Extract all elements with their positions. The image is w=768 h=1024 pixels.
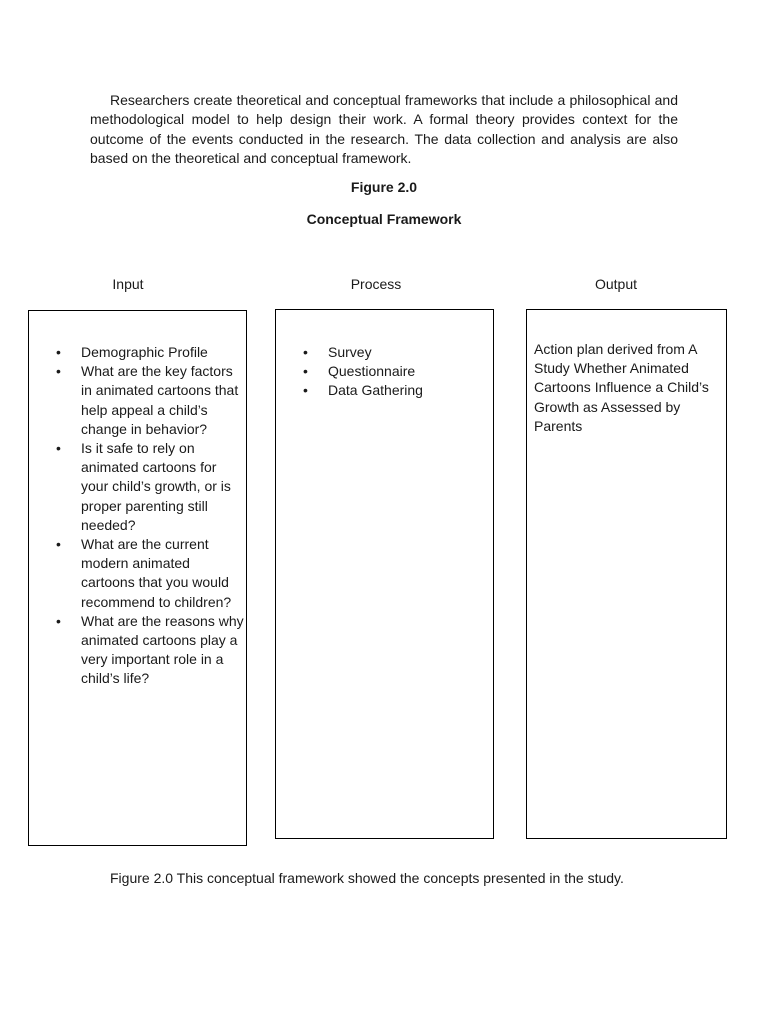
input-box bbox=[28, 310, 247, 846]
process-item: • Data Gathering bbox=[276, 381, 493, 400]
intro-paragraph: Researchers create theoretical and conceptual frameworks that include a philosophical and methodological model to help design their work. A formal theory provides context for the outcome of the events conducted in the research. The data collection and analysis are also based on the theoretical and conceptual framework. bbox=[90, 92, 678, 166]
input-item: • Is it safe to rely on animated cartoons for your child’s growth, or is proper parenting still needed? bbox=[29, 439, 246, 535]
figure-title: Conceptual Framework bbox=[306, 211, 462, 227]
figure-number: Figure 2.0 bbox=[350, 179, 418, 195]
output-text: Action plan derived from A Study Whether Animated Cartoons Influence a Child’s Growth as Assessed by Parents bbox=[534, 341, 709, 434]
output-box bbox=[526, 309, 727, 839]
input-item: • What are the current modern animated cartoons that you would recommend to children? bbox=[29, 535, 246, 612]
input-label: Input bbox=[112, 276, 144, 292]
process-list bbox=[276, 343, 493, 401]
output-label: Output bbox=[594, 276, 638, 292]
input-item: • What are the reasons why animated cartoons play a very important role in a child’s life? bbox=[29, 612, 246, 689]
input-list bbox=[29, 343, 246, 689]
process-item: • Survey bbox=[276, 343, 493, 362]
input-item: • What are the key factors in animated cartoons that help appeal a child’s change in behavior? bbox=[29, 362, 246, 439]
input-item: • Demographic Profile bbox=[29, 343, 246, 362]
process-item: • Questionnaire bbox=[276, 362, 493, 381]
figure-caption: Figure 2.0 This conceptual framework showed the concepts presented in the study. bbox=[110, 870, 624, 886]
process-label: Process bbox=[350, 276, 402, 292]
process-box bbox=[275, 309, 494, 839]
